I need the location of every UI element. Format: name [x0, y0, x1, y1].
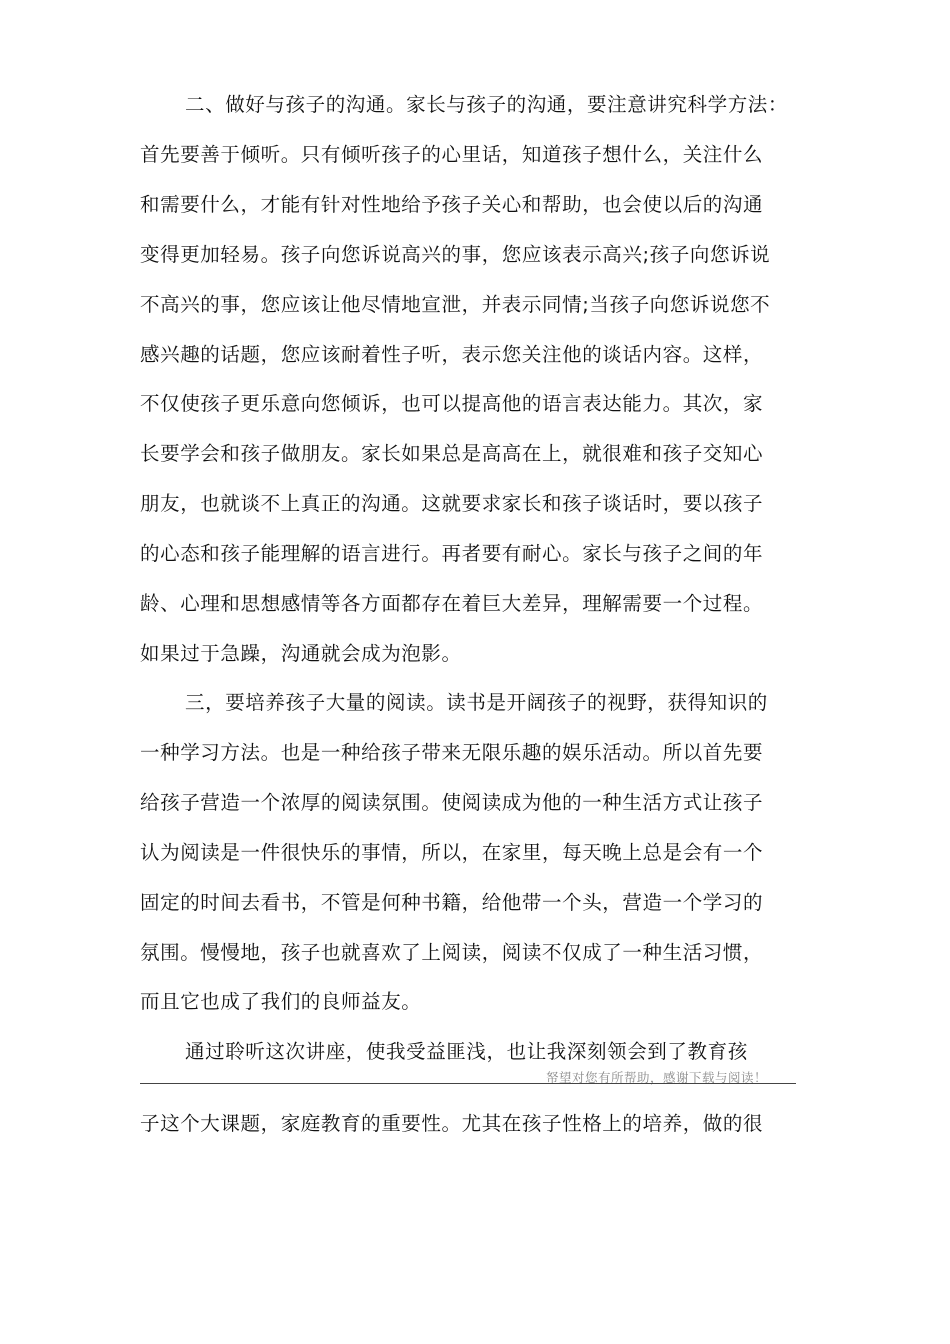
paragraph-2-line-4: 变得更加轻易。孩子向您诉说高兴的事，您应该表示高兴;孩子向您诉说: [140, 243, 771, 266]
paragraph-4-line-2: 子这个大课题，家庭教育的重要性。尤其在孩子性格上的培养，做的很: [140, 1112, 764, 1135]
paragraph-2-line-9: 朋友，也就谈不上真正的沟通。这就要求家长和孩子谈话时，要以孩子: [140, 492, 764, 515]
paragraph-2-line-8: 长要学会和孩子做朋友。家长如果总是高高在上，就很难和孩子交知心: [140, 442, 764, 465]
paragraph-2-line-10: 的心态和孩子能理解的语言进行。再者要有耐心。家长与孩子之间的年: [140, 542, 764, 565]
paragraph-3-line-5: 固定的时间去看书，不管是何种书籍，给他带一个头，营造一个学习的: [140, 891, 764, 914]
paragraph-2-line-12: 如果过于急躁，沟通就会成为泡影。: [140, 642, 462, 665]
footer-divider: [140, 1083, 796, 1084]
paragraph-2-line-7: 不仅使孩子更乐意向您倾诉，也可以提高他的语言表达能力。其次，家: [140, 392, 764, 415]
paragraph-4-line-1: 通过聆听这次讲座，使我受益匪浅，也让我深刻领会到了教育孩: [185, 1040, 748, 1063]
paragraph-3-line-2: 一种学习方法。也是一种给孩子带来无限乐趣的娱乐活动。所以首先要: [140, 741, 764, 764]
paragraph-2-line-5: 不高兴的事，您应该让他尽情地宣泄，并表示同情;当孩子向您诉说您不: [140, 293, 771, 316]
paragraph-3-line-3: 给孩子营造一个浓厚的阅读氛围。使阅读成为他的一种生活方式让孩子: [140, 791, 764, 814]
paragraph-2-line-2: 首先要善于倾听。只有倾听孩子的心里话，知道孩子想什么，关注什么: [140, 143, 764, 166]
paragraph-3-line-7: 而且它也成了我们的良师益友。: [140, 990, 422, 1013]
paragraph-3-line-6: 氛围。慢慢地，孩子也就喜欢了上阅读，阅读不仅成了一种生活习惯，: [140, 941, 764, 964]
paragraph-3-line-1: 三，要培养孩子大量的阅读。读书是开阔孩子的视野，获得知识的: [185, 691, 768, 714]
paragraph-2-line-3: 和需要什么，才能有针对性地给予孩子关心和帮助，也会使以后的沟通: [140, 193, 764, 216]
paragraph-3-line-4: 认为阅读是一件很快乐的事情，所以，在家里，每天晚上总是会有一个: [140, 841, 764, 864]
paragraph-2-line-11: 龄、心理和思想感情等各方面都存在着巨大差异，理解需要一个过程。: [140, 592, 764, 615]
paragraph-2-line-6: 感兴趣的话题，您应该耐着性子听，表示您关注他的谈话内容。这样，: [140, 343, 764, 366]
page-footer-note: 帑望对您有所帮助，感谢下载与阅读！: [546, 1070, 768, 1085]
paragraph-2-line-1: 二、做好与孩子的沟通。家长与孩子的沟通，要注意讲究科学方法：: [185, 93, 789, 116]
